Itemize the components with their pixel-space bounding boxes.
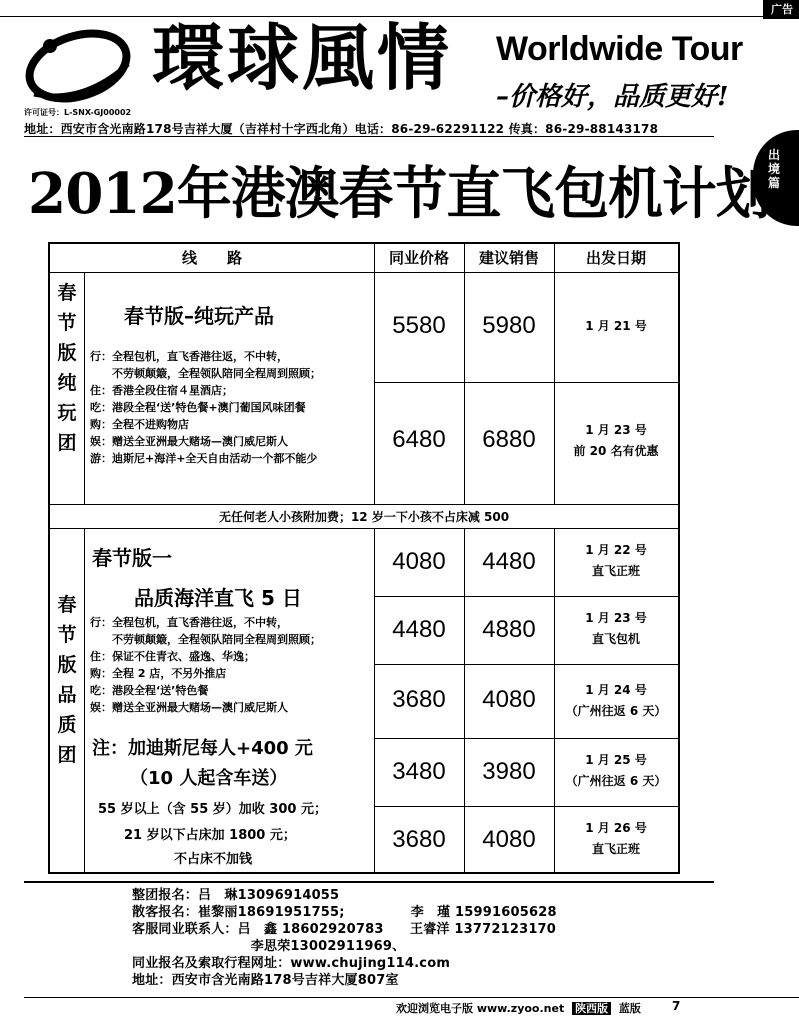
edition-label: 蓝版 [618, 1002, 641, 1015]
contact-line: 同业报名及索取行程网址：www.chujing114.com [132, 956, 451, 971]
suggested-price: 3980 [482, 758, 536, 785]
ad-tag: 广告 [763, 0, 799, 19]
header-address: 地址：西安市含光南路178号吉祥大厦（吉祥村十字西北角）电话：86-29-62291122 传真：86-29-88143178 [24, 122, 659, 136]
suggested-price: 4480 [482, 548, 536, 575]
contact-info [132, 887, 557, 989]
departure-date [554, 420, 678, 462]
grid-line [374, 664, 678, 665]
contact-line: 地址：西安市含光南路178号吉祥大厦807室 [132, 973, 399, 988]
suggested-price: 5980 [482, 312, 536, 339]
bottom-divider [24, 997, 799, 998]
desc-line: 吃：港段全程‘送’特色餐+澳门葡国风味团餐 [90, 401, 306, 414]
header-suggested-price: 建议销售 [478, 249, 539, 267]
grid-line [84, 528, 85, 872]
date-note: （广州往返 6 天） [565, 774, 667, 788]
header-trade-price: 同业价格 [388, 249, 449, 267]
brand-name-cn: 環球風情 [152, 16, 453, 100]
date-label: 1 月 24 号 [585, 683, 647, 697]
grid-line [374, 806, 678, 807]
desc-line: 不劳顿颠簸，全程领队陪同全程周到照顾； [90, 633, 321, 646]
desc-line: 行：全程包机，直飞香港往返，不中转， [90, 350, 288, 363]
brand-name-en: Worldwide Tour [496, 30, 743, 68]
header-departure-date: 出发日期 [585, 249, 646, 267]
page-title: 2012年港澳春节直飞包机计划 [28, 161, 770, 227]
trade-price: 3680 [392, 826, 446, 853]
desc-line: 购：全程 2 店，不另外推店 [90, 667, 227, 680]
desc-line: 住：香港全段住宿４星酒店； [90, 384, 233, 397]
trade-price: 3480 [392, 758, 446, 785]
edition-badge: 陕西版 [572, 1002, 611, 1015]
date-note: 直飞正班 [591, 842, 640, 856]
header-divider [24, 136, 714, 137]
departure-date [554, 750, 678, 792]
suggested-price: 6880 [482, 426, 536, 453]
date-note: 直飞包机 [591, 632, 640, 646]
date-note: 直飞正班 [591, 564, 640, 578]
side-tab-label: 出境篇 [767, 148, 780, 190]
grid-line [50, 528, 678, 529]
grid-line [374, 382, 678, 383]
date-label: 1 月 23 号 [585, 423, 647, 437]
departure-date [554, 608, 678, 650]
desc-line: 住：保证不住青衣、盛逸、华逸； [90, 650, 255, 663]
grid-line [84, 272, 85, 504]
bottom-bar [396, 1000, 641, 1016]
departure-date [554, 680, 678, 722]
license-number: 许可证号：L-SNX-GJ00002 [24, 108, 132, 117]
child-bed-note: 21 岁以下占床加 1800 元； [124, 828, 296, 843]
desc-line: 游：迪斯尼+海洋+全天自由活动一个都不能少 [90, 452, 318, 465]
grid-line [374, 738, 678, 739]
itinerary-table [48, 242, 680, 874]
grid-line [50, 504, 678, 505]
slogan: –价格好，品质更好! [496, 82, 729, 112]
page-number: 7 [672, 999, 681, 1013]
contact-line: 客服同业联系人：吕 鑫 18602920783 王睿洋 13772123170 [132, 922, 557, 937]
group1-vertical-title: 春节版纯玩团 [57, 282, 77, 454]
trade-price: 4480 [392, 616, 446, 643]
grid-line [374, 244, 375, 504]
suggested-price: 4080 [482, 826, 536, 853]
contact-line: 整团报名：吕 琳13096914055 [132, 888, 340, 903]
desc-line: 娱：赠送全亚洲最大赌场—澳门威尼斯人 [90, 701, 288, 714]
desc-line: 购：全程不进购物店 [90, 418, 189, 431]
car-note: （10 人起含车送） [130, 768, 288, 789]
trade-price: 4080 [392, 548, 446, 575]
desc-line: 不劳顿颠簸，全程领队陪同全程周到照顾； [90, 367, 321, 380]
suggested-price: 4080 [482, 686, 536, 713]
age-surcharge-note: 55 岁以上（含 55 岁）加收 300 元； [98, 802, 327, 817]
contact-line: 李思荣13002911969、 [132, 939, 406, 954]
grid-line [374, 596, 678, 597]
date-label: 1 月 25 号 [585, 753, 647, 767]
trade-price: 6480 [392, 426, 446, 453]
group2-product-title-2: 品质海洋直飞 5 日 [134, 586, 302, 610]
group1-description [90, 348, 321, 467]
desc-line: 吃：港段全程‘送’特色餐 [90, 684, 209, 697]
disney-note: 注：加迪斯尼每人+400 元 [92, 738, 313, 759]
desc-line: 娱：赠送全亚洲最大赌场—澳门威尼斯人 [90, 435, 288, 448]
group2-vertical-title: 春节版品质团 [57, 594, 77, 766]
date-label: 1 月 22 号 [585, 543, 647, 557]
group2-product-title-1: 春节版一 [92, 546, 172, 570]
suggested-price: 4880 [482, 616, 536, 643]
globe-logo-icon [24, 24, 136, 104]
group1-product-title: 春节版–纯玩产品 [124, 304, 274, 328]
trade-price: 3680 [392, 686, 446, 713]
departure-date: 1 月 21 号 [585, 319, 647, 333]
date-label: 1 月 23 号 [585, 611, 647, 625]
ebook-link[interactable]: 欢迎浏览电子版 www.zyoo.net [396, 1002, 565, 1015]
date-note: （广州往返 6 天） [565, 704, 667, 718]
contact-line: 散客报名：崔黎丽18691951755; 李 瑾 15991605628 [132, 905, 557, 920]
header-route: 线 路 [181, 249, 242, 267]
date-note: 前 20 名有优惠 [573, 444, 659, 458]
grid-line [554, 244, 555, 504]
departure-date [554, 818, 678, 860]
grid-line [50, 272, 678, 273]
group2-description [90, 614, 321, 716]
no-bed-note: 不占床不加钱 [174, 852, 253, 867]
grid-line [464, 244, 465, 504]
departure-date [554, 540, 678, 582]
desc-line: 行：全程包机，直飞香港往返，不中转， [90, 616, 288, 629]
date-label: 1 月 26 号 [585, 821, 647, 835]
surcharge-note: 无任何老人小孩附加费；12 岁一下小孩不占床减 500 [218, 510, 510, 524]
trade-price: 5580 [392, 312, 446, 339]
footer-divider [24, 881, 714, 883]
